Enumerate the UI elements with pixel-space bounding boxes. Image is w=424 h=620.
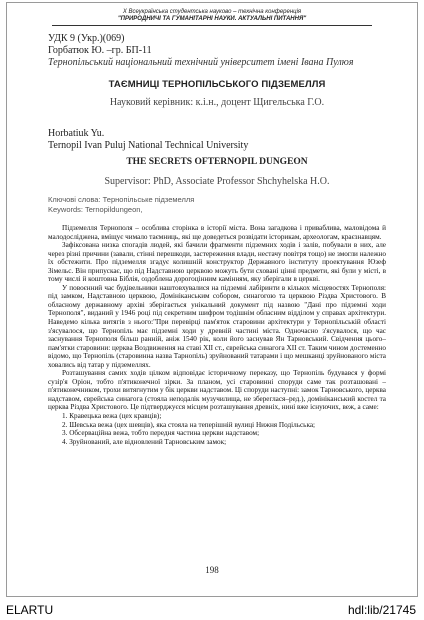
footer-handle: hdl:lib/21745 [347, 603, 416, 617]
paragraph-2: Зафіксована низка спогадів людей, які бачили фрагменти підземних ходів і залів, побували в них, але через різні причини (завали, стінні перешкоди, застереження влади, нестачу повітря тощо) не змогли належно їх обстежити. Про підземелля згадує колишній конструктор Державного інституту проектування Юзеф Зімельс. Він припускає, що під Надставною церквою можуть бути сховані цінні предмети, які були у місті, в тому числі й коштовна Біблія, оздоблена дорогоцінним камінням, яку зберігали в церкві. [48, 241, 386, 284]
supervisor-en: Supervisor: PhD, Associate Professor Shchyhelska H.O. [104, 176, 330, 187]
title-ua: ТАЄМНИЦІ ТЕРНОПІЛЬСЬКОГО ПІДЗЕМЕЛЛЯ [108, 79, 326, 90]
author-ua: Горбатюк Ю. –гр. БП-11 [48, 45, 152, 56]
footer-bar [0, 600, 424, 620]
conference-line-2: "ПРИРОДНИЧІ ТА ГУМАНІТАРНІ НАУКИ. АКТУАЛЬНІ ПИТАННЯ" [117, 16, 307, 22]
conference-line-1: X Всеукраїнська студентська науково – технічна конференція [122, 9, 302, 15]
paragraph-4: Розташування самих ходів цілком відповідає історичному переказу, що Тернопіль будувався у формі сузір'я Оріон, тобто п'ятиконечної зірки. За планом, усі старовинні споруди саме так розташовані – п'ятиконечником, трохи витягнутим у бік церкви надставом. Ці споруди наступні: замок Тарновського, церква надставом, єврейська синагога (стояла неподалік музучилища, не збереглася–ред.), домініканський костел та церква Різдва Христового. Це підтверджуєся місцем розташування древніх, нині вже існуючих, веж, а саме: [48, 369, 386, 412]
udc-code: УДК 9 (Укр.)(069) [48, 33, 125, 44]
list-item-2: 2. Шевська вежа (цех шевців), яка стояла на теперішній вулиці Нижня Подільська; [62, 420, 316, 429]
affiliation-en: Ternopil Ivan Puluj National Technical University [48, 140, 249, 151]
page-number: 198 [205, 565, 219, 575]
affiliation-ua: Тернопільський національний технічний університет імені Івана Пулюя [48, 57, 354, 68]
list-item-3: 3. Обсерваційна вежа, тобто передня частина церкви надставом; [62, 429, 260, 438]
list-item-4: 4. Зруйнований, але відновлений Тарновським замок; [62, 437, 227, 446]
supervisor-ua: Науковий керівник: к.і.н., доцент Щигельська Г.О. [109, 97, 325, 108]
article-body [48, 224, 386, 446]
title-en: THE SECRETS OFTERNOPIL DUNGEON [126, 157, 308, 167]
conference-header [7, 9, 417, 23]
author-en: Horbatiuk Yu. [48, 128, 105, 139]
paragraph-3: У повоєнний час будівельники наштовхувалися на підземні лабіринти в кількох місцевостях Тернополя: під замком, Надставною церквою, Домініканським собором, синагогою та церквою Різдва Христового. В обласному державному архіві зберігається унікальний документ під назвою "Дані про підземні ходи Тернополя", виданий у 1946 році під секретним шифром тодішнім обласним відділом у справах архітектури. Наведемо кілька витягів з нього:"При перевірці пам'яток старовини архітектури у Тернопільській області з'ясувалося, що Тернопіль має підземні ходи у древній частині міста. Одночасно з'ясувалося, що час заснування Тернополя більш ранній, аніж 1540 рік, коли його заснував Ян Тарновський. Свідчення цього–пам'ятки старовини: церква Воздвиження на ставі XII ст., єврейська синагога XII ст. Таким чином достеменно відомо, що Тернопіль (старовинна назва Тарнопіль) зруйнований татарами і що мешканці зруйнованого міста ховались від татар у підземеллях. [48, 283, 386, 369]
header-rule [52, 25, 372, 26]
footer-repository-label: ELARTU [6, 603, 54, 617]
keywords-en: Keywords: Ternopildungeon, [48, 205, 143, 214]
paragraph-1: Підземелля Тернополя – особлива сторінка в історії міста. Вона загадкова і приваблива, маловідома й малодосліджена, вміщує чимало таємниць, які ще доведеться розвідати історикам, археологам, краєзнавцям. [48, 224, 386, 241]
keywords-ua: Ключові слова: Тернопільське підземелля [48, 195, 195, 204]
list-item-1: 1. Кравецька вежа (цех кравців); [62, 412, 162, 421]
